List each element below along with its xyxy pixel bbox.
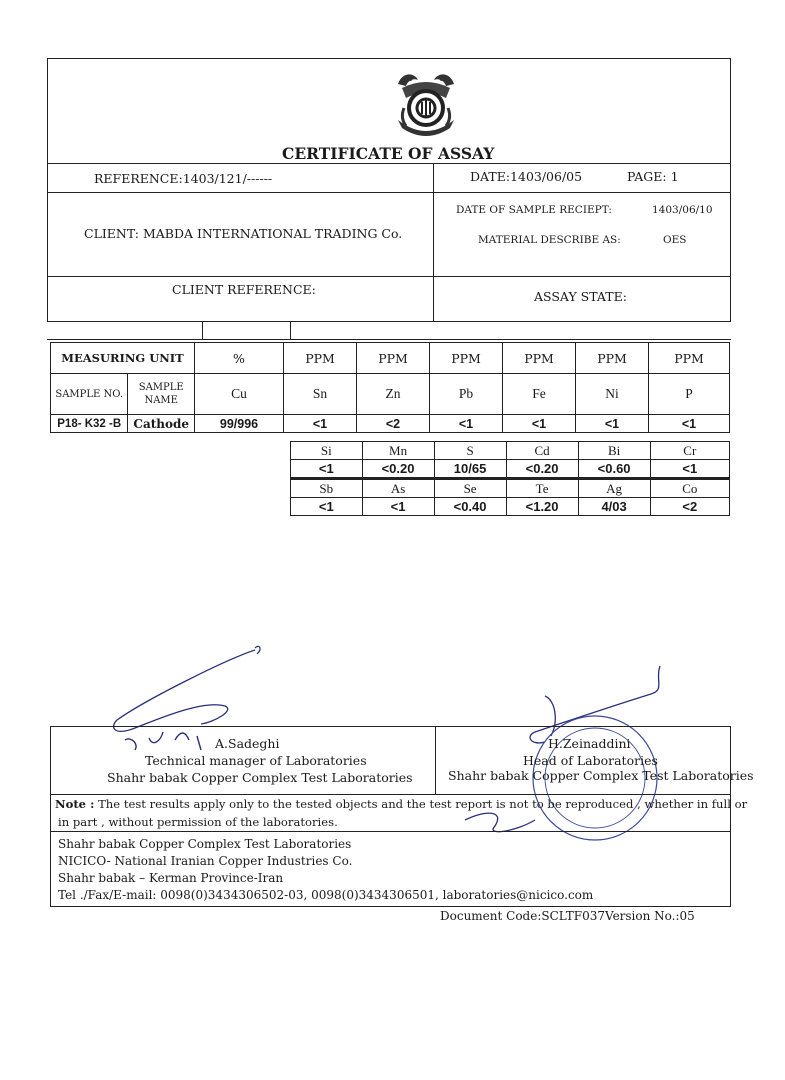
left-signatory-name: A.Sadeghi <box>215 736 280 751</box>
client-reference: CLIENT REFERENCE: <box>172 282 316 297</box>
element-cell: Pb <box>430 374 503 415</box>
note-label: Note : <box>55 797 95 811</box>
value-cell: <0.60 <box>578 460 650 479</box>
results-table <box>50 342 730 433</box>
note-line-1 <box>55 799 747 811</box>
signature-left-border <box>50 726 51 794</box>
element-cell: Ni <box>576 374 649 415</box>
unit-cell: PPM <box>503 343 576 374</box>
value-cell: <1 <box>576 415 649 433</box>
unit-cell: PPM <box>576 343 649 374</box>
spacer-rule <box>47 339 731 340</box>
table-row <box>51 374 730 415</box>
element-cell: Mn <box>362 442 434 460</box>
note-line-2: in part , without permission of the laboratories. <box>58 815 338 829</box>
footer-left-border <box>50 831 51 907</box>
sample-receipt-label: DATE OF SAMPLE RECIEPT: <box>456 204 612 216</box>
sample-name-label <box>128 374 195 415</box>
note-left-border <box>50 794 51 831</box>
left-signatory-org: Shahr babak Copper Complex Test Laboratories <box>107 770 413 785</box>
element-cell: Se <box>434 479 506 498</box>
signature-top-rule <box>50 726 731 727</box>
client-name: CLIENT: MABDA INTERNATIONAL TRADING Co. <box>84 226 403 241</box>
material-label: MATERIAL DESCRIBE AS: <box>478 234 621 246</box>
signature-divider <box>435 726 436 794</box>
value-cell: <0.40 <box>434 498 506 516</box>
value-cell: <1.20 <box>506 498 578 516</box>
element-cell: Cr <box>650 442 729 460</box>
element-cell: Cu <box>195 374 284 415</box>
element-cell: Sn <box>284 374 357 415</box>
value-cell: 10/65 <box>434 460 506 479</box>
page-number: PAGE: 1 <box>627 169 679 184</box>
spacer-divider-2 <box>290 321 291 339</box>
nicico-emblem-logo <box>388 68 464 142</box>
table-row <box>291 442 730 460</box>
material-value: OES <box>663 234 687 246</box>
value-cell: <1 <box>430 415 503 433</box>
value-cell: <1 <box>284 415 357 433</box>
left-signatory-title: Technical manager of Laboratories <box>145 753 367 768</box>
footer-lab-name: Shahr babak Copper Complex Test Laboratories <box>58 837 352 851</box>
right-signatory-org: Shahr babak Copper Complex Test Laboratories <box>448 768 754 783</box>
right-signatory-title: Head of Laboratories <box>523 753 658 768</box>
sample-name-label-line1: SAMPLE <box>138 381 184 393</box>
document-title: CERTIFICATE OF ASSAY <box>282 144 495 163</box>
footer-bottom-rule <box>50 906 731 907</box>
note-top-rule <box>50 794 731 795</box>
value-cell: <0.20 <box>506 460 578 479</box>
unit-cell: PPM <box>649 343 730 374</box>
reference-rule <box>47 192 731 193</box>
client-rule <box>47 276 731 277</box>
signature-right-border <box>730 726 731 794</box>
value-cell: <2 <box>357 415 430 433</box>
right-signatory-name: H.Zeinaddini <box>548 736 631 751</box>
footer-right-border <box>730 831 731 907</box>
footer-company: NICICO- National Iranian Copper Industries Co. <box>58 854 353 868</box>
element-cell: Sb <box>291 479 363 498</box>
right-border <box>730 58 731 321</box>
value-cell: <1 <box>362 498 434 516</box>
sample-name-label-line2: NAME <box>144 395 178 406</box>
table-row <box>291 498 730 516</box>
left-border <box>47 58 48 321</box>
value-cell: <1 <box>503 415 576 433</box>
table-row <box>291 460 730 479</box>
element-cell: As <box>362 479 434 498</box>
document-code: Document Code:SCLTF037Version No.:05 <box>440 909 695 923</box>
value-cell: <1 <box>649 415 730 433</box>
element-cell: Co <box>650 479 729 498</box>
element-cell: Cd <box>506 442 578 460</box>
sample-receipt-date: 1403/06/10 <box>652 204 713 216</box>
sample-no-label: SAMPLE NO. <box>51 374 128 415</box>
value-cell: <1 <box>291 498 363 516</box>
report-date: DATE:1403/06/05 <box>470 169 583 184</box>
assay-state: ASSAY STATE: <box>534 289 627 304</box>
element-cell: Fe <box>503 374 576 415</box>
table-row <box>51 343 730 374</box>
reference-number: REFERENCE:1403/121/------ <box>94 171 273 186</box>
value-cell: <1 <box>291 460 363 479</box>
element-cell: Bi <box>578 442 650 460</box>
element-cell: Te <box>506 479 578 498</box>
unit-cell: PPM <box>357 343 430 374</box>
value-cell: 99/996 <box>195 415 284 433</box>
element-cell: Zn <box>357 374 430 415</box>
client-reference-rule <box>47 321 731 322</box>
table-row <box>291 479 730 498</box>
header-divider <box>433 163 434 321</box>
table-row <box>51 415 730 433</box>
note-text-1: The test results apply only to the tested objects and the test report is not to be reproduced , whether in full or <box>98 797 748 811</box>
spacer-divider-1 <box>202 321 203 339</box>
note-bottom-rule <box>50 831 731 832</box>
title-rule <box>47 163 731 164</box>
sample-name: Cathode <box>128 415 195 433</box>
unit-cell: % <box>195 343 284 374</box>
element-cell: S <box>434 442 506 460</box>
value-cell: <0.20 <box>362 460 434 479</box>
unit-cell: PPM <box>430 343 503 374</box>
additional-elements-table <box>290 441 730 516</box>
sample-no: P18- K32 -B <box>51 415 128 433</box>
measuring-unit-label: MEASURING UNIT <box>51 343 195 374</box>
element-cell: Ag <box>578 479 650 498</box>
top-border <box>47 58 731 59</box>
value-cell: <1 <box>650 460 729 479</box>
element-cell: P <box>649 374 730 415</box>
value-cell: 4/03 <box>578 498 650 516</box>
footer-contact: Tel ./Fax/E-mail: 0098(0)3434306502-03, 0098(0)3434306501, laboratories@nicico.com <box>58 888 594 902</box>
footer-address: Shahr babak – Kerman Province-Iran <box>58 871 284 885</box>
element-cell: Si <box>291 442 363 460</box>
unit-cell: PPM <box>284 343 357 374</box>
value-cell: <2 <box>650 498 729 516</box>
